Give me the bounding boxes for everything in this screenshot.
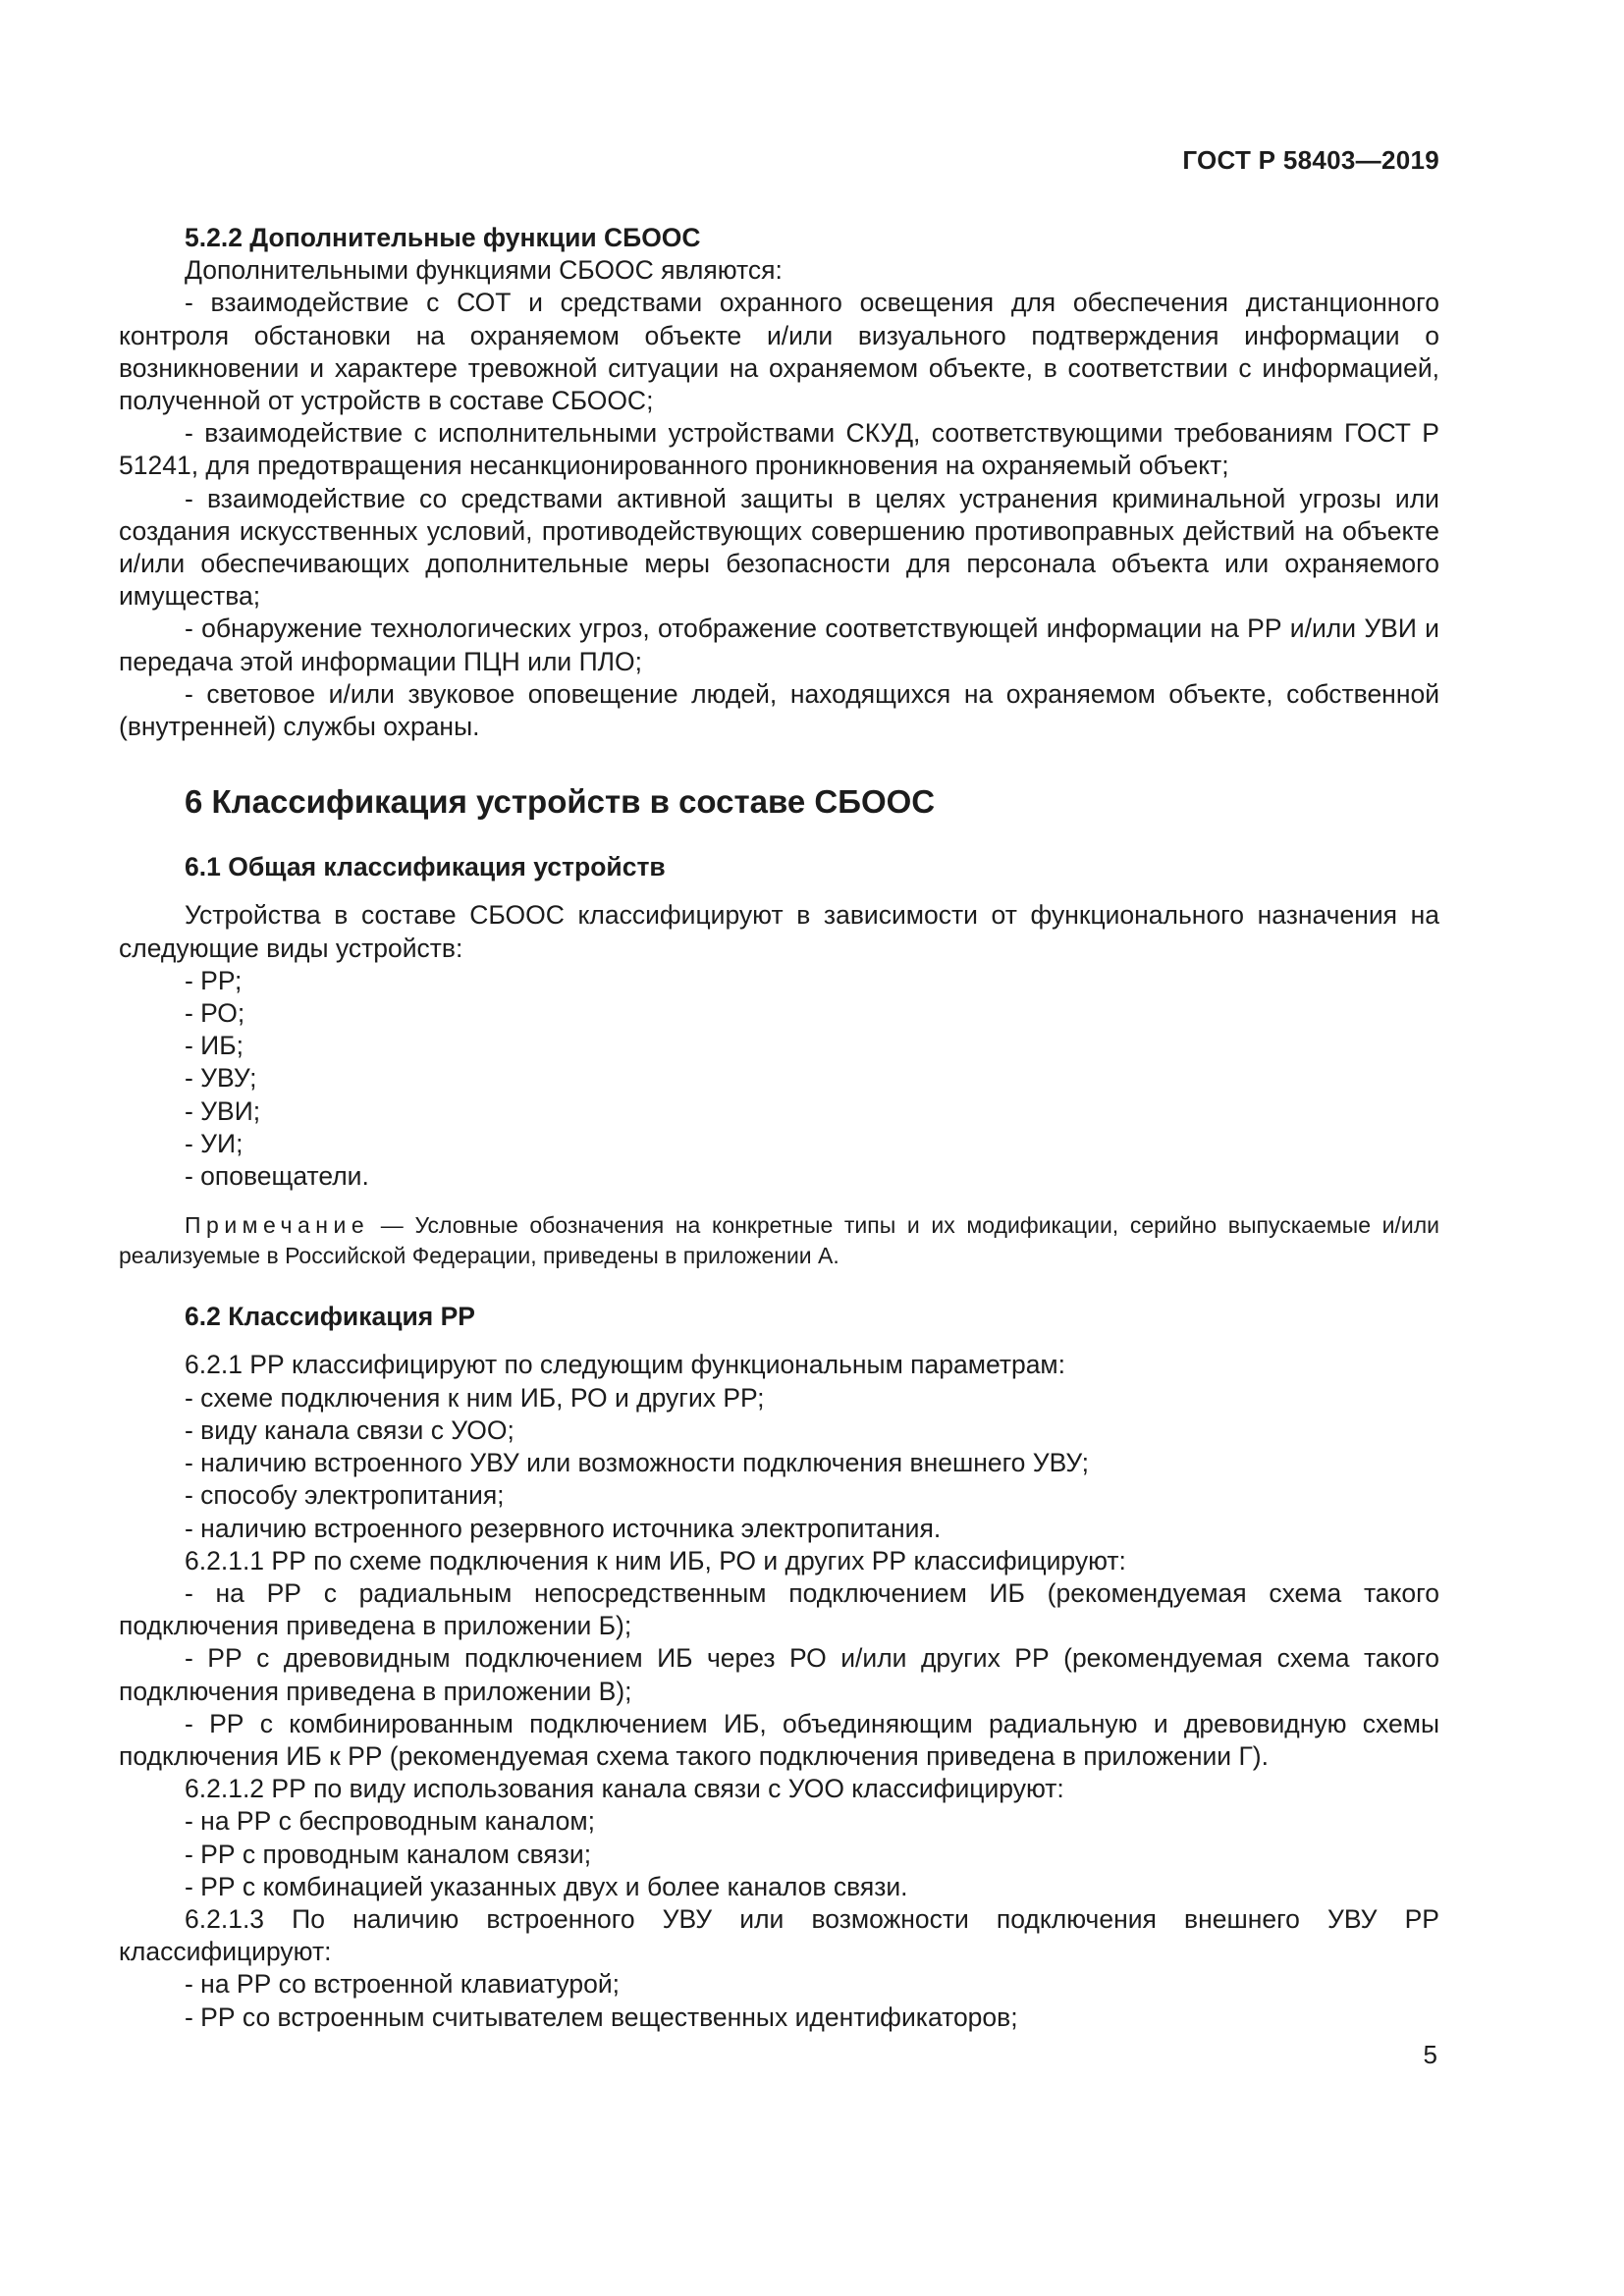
list-item: - УВИ; (185, 1095, 261, 1126)
section-6-1-intro: Устройства в составе СБООС классифицируют в зависимости от функционального назначения на следующие виды устройств: (119, 900, 1439, 963)
list-item: - РО; (185, 998, 245, 1029)
list-item: - на РР с радиальным непосредственным подключением ИБ (рекомендуемая схема такого подключения приведена в приложении Б); (119, 1577, 1439, 1641)
list-item: - взаимодействие с исполнительными устройствами СКУД, соответствующими требованиям ГОСТ Р 51241, для предотвращения несанкционированного проникновения на охраняемый объект; (119, 418, 1439, 481)
list-item: - световое и/или звуковое оповещение людей, находящихся на охраняемом объекте, собственной (внутренней) службы охраны. (119, 678, 1439, 742)
note-text: — Условные обозначения на конкретные типы и их модификации, серийно выпускаемые и/или реализуемые в Российской Федерации, приведены в приложении А. (119, 1212, 1439, 1269)
clause-6-2-1-1: 6.2.1.1 РР по схеме подключения к ним ИБ, РО и других РР классифицируют: (185, 1545, 1126, 1575)
list-item: - УВУ; (185, 1063, 257, 1094)
list-item: - на РР со встроенной клавиатурой; (185, 1969, 620, 2000)
list-item: - схеме подключения к ним ИБ, РО и других РР; (185, 1382, 765, 1413)
list-item: - РР со встроенным считывателем вещественных идентификаторов; (185, 2002, 1018, 2032)
section-5-2-2-heading: 5.2.2 Дополнительные функции СБООС (185, 223, 701, 252)
note (119, 1210, 1439, 1271)
list-item: - на РР с беспроводным каналом; (185, 1806, 595, 1837)
list-item: - РР с проводным каналом связи; (185, 1839, 592, 1869)
section-6-1-heading: 6.1 Общая классификация устройств (185, 852, 666, 882)
list-item: - УИ; (185, 1128, 244, 1158)
list-item: - РР; (185, 965, 243, 995)
list-item: - обнаружение технологических угроз, отображение соответствующей информации на РР и/или УВИ и передача этой информации ПЦН или ПЛО; (119, 614, 1439, 676)
list-item: - способу электропитания; (185, 1480, 505, 1511)
list-item: - оповещатели. (185, 1161, 369, 1192)
section-6-heading: 6 Классификация устройств в составе СБООС (185, 783, 936, 821)
clause-6-2-1-2: 6.2.1.2 РР по виду использования канала связи с УОО классифицируют: (185, 1774, 1064, 1804)
clause-6-2-1-3: 6.2.1.3 По наличию встроенного УВУ или возможности подключения внешнего УВУ РР классифицируют: (119, 1903, 1439, 1967)
document-body (119, 222, 1439, 2034)
section-5-2-2-intro: Дополнительными функциями СБООС являются: (185, 255, 783, 286)
page-number: 5 (1423, 2040, 1437, 2069)
clause-6-2-1: 6.2.1 РР классифицируют по следующим функциональным параметрам: (185, 1350, 1066, 1380)
list-item: - взаимодействие со средствами активной защиты в целях устранения криминальной угрозы или создания искусственных условий, противодействующих совершению противоправных действий на объекте и/или обеспечивающих дополнительные меры безопасности для персонала объекта или охраняемого имущества; (119, 483, 1439, 612)
list-item: - взаимодействие с СОТ и средствами охранного освещения для обеспечения дистанционного контроля обстановки на охраняемом объекте и/или визуального подтверждения информации о возникновении и характере тревожной ситуации на охраняемом объекте, в соответствии с информацией, полученной от устройств в составе СБООС; (119, 288, 1439, 416)
document-header: ГОСТ Р 58403—2019 (1182, 145, 1439, 175)
section-6-2-heading: 6.2 Классификация РР (185, 1302, 475, 1332)
list-item: - РР с комбинированным подключением ИБ, объединяющим радиальную и древовидную схемы подключения ИБ к РР (рекомендуемая схема такого подключения приведена в приложении Г). (119, 1708, 1439, 1771)
list-item: - виду канала связи с УОО; (185, 1415, 514, 1445)
note-label: Примечание (185, 1212, 370, 1239)
list-item: - наличию встроенного УВУ или возможности подключения внешнего УВУ; (185, 1448, 1090, 1478)
list-item: - РР с древовидным подключением ИБ через РО и/или других РР (рекомендуемая схема такого подключения приведена в приложении В); (119, 1643, 1439, 1706)
list-item: - РР с комбинацией указанных двух и более каналов связи. (185, 1871, 908, 1901)
list-item: - ИБ; (185, 1031, 244, 1061)
list-item: - наличию встроенного резервного источника электропитания. (185, 1513, 942, 1543)
